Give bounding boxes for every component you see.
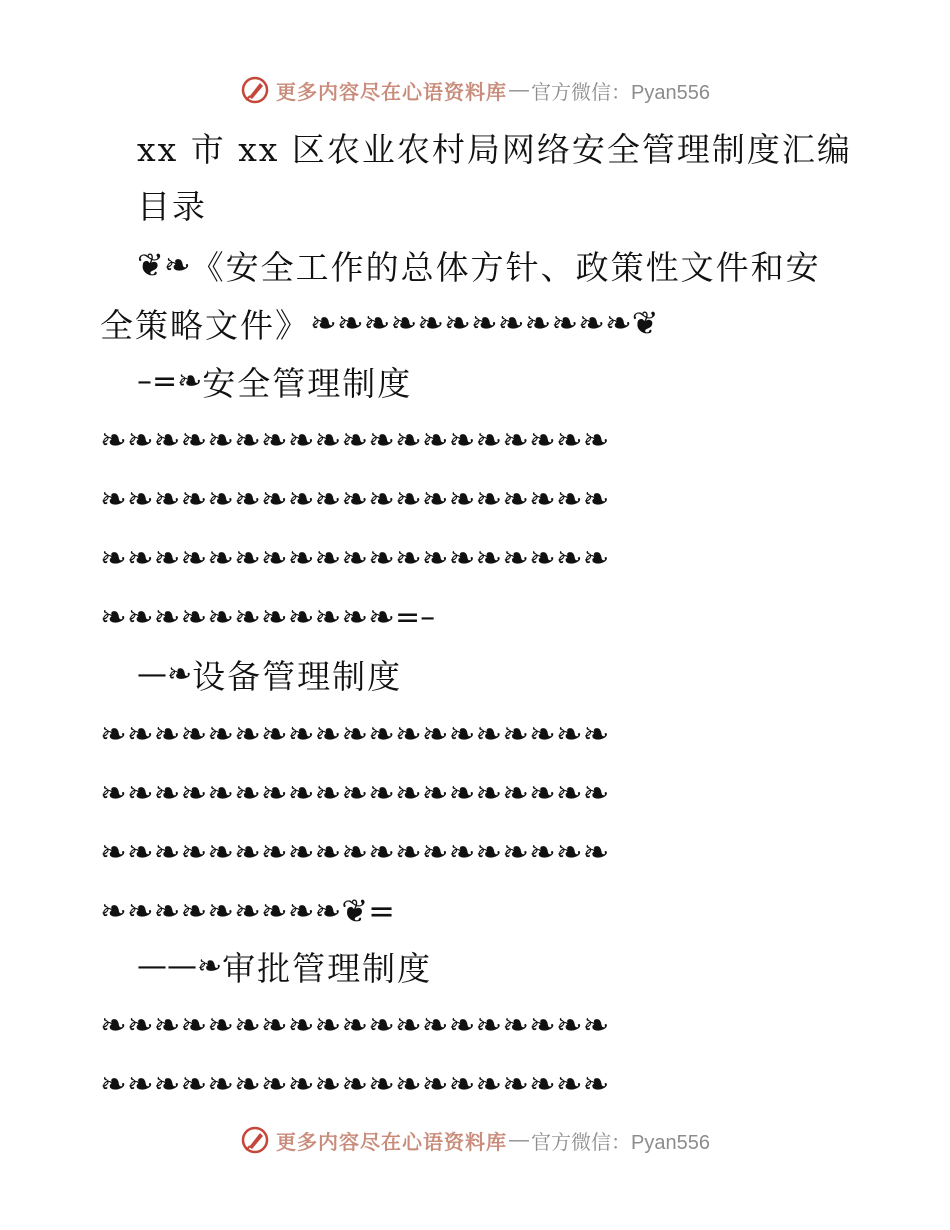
watermark-text: 更多内容尽在心语资料库 bbox=[276, 79, 508, 104]
toc-leader-end: =– bbox=[394, 599, 436, 635]
watermark-separator: — bbox=[509, 1128, 530, 1151]
toc-leader: ❧❧❧❧❧❧❧❧❧❧❧❧❧❧❧❧❧❧❧ bbox=[100, 421, 610, 459]
toc-item-1-prefix: ❦❧ bbox=[137, 246, 191, 284]
toc-item-2-leader-row-4 bbox=[0, 588, 950, 646]
toc-item-3-leader-row-2 bbox=[0, 764, 950, 822]
toc-leader: ❧❧❧❧❧❧❧❧❧❧❧❧❧❧❧❧❧❧❧ bbox=[100, 715, 610, 753]
toc-leader: ❧❧❧❧❧❧❧❧❧ bbox=[100, 892, 342, 930]
doc-title-text: xx 市 xx 区农业农村局网络安全管理制度汇编 bbox=[137, 129, 852, 169]
toc-item-2-leader-row-2 bbox=[0, 470, 950, 528]
watermark-footer bbox=[0, 1120, 950, 1160]
toc-item-1-leader: ❧❧❧❧❧❧❧❧❧❧❧❧ bbox=[310, 304, 632, 342]
toc-item-2-leader-row-3 bbox=[0, 529, 950, 587]
toc-leader: ❧❧❧❧❧❧❧❧❧❧❧❧❧❧❧❧❧❧❧ bbox=[100, 1006, 610, 1044]
watermark-wechat: 官方微信：Pyan556 bbox=[531, 81, 710, 104]
toc-item-3-prefix: —❧ bbox=[137, 656, 193, 692]
toc-heading-text: 目录 bbox=[137, 186, 207, 226]
toc-item-4[interactable] bbox=[0, 937, 950, 995]
doc-title bbox=[0, 118, 950, 176]
toc-item-2-title: 安全管理制度 bbox=[202, 363, 413, 403]
toc-item-1-title-part-2: 全策略文件》 bbox=[100, 305, 310, 345]
toc-leader-end: ❦= bbox=[341, 892, 395, 930]
toc-leader: ❧❧❧❧❧❧❧❧❧❧❧ bbox=[100, 598, 395, 636]
toc-item-4-leader-row-1 bbox=[0, 996, 950, 1054]
toc-leader: ❧❧❧❧❧❧❧❧❧❧❧❧❧❧❧❧❧❧❧ bbox=[100, 480, 610, 518]
toc-item-2-prefix: –=❧ bbox=[137, 363, 203, 399]
watermark-header bbox=[0, 70, 950, 110]
watermark-separator: — bbox=[509, 78, 530, 101]
toc-item-4-leader-row-2 bbox=[0, 1055, 950, 1113]
toc-item-1-line-1[interactable] bbox=[0, 236, 950, 294]
toc-leader: ❧❧❧❧❧❧❧❧❧❧❧❧❧❧❧❧❧❧❧ bbox=[100, 1065, 610, 1103]
toc-item-2-leader-row-1 bbox=[0, 411, 950, 469]
pen-logo-icon bbox=[240, 1125, 270, 1155]
toc-leader: ❧❧❧❧❧❧❧❧❧❧❧❧❧❧❧❧❧❧❧ bbox=[100, 539, 610, 577]
toc-item-4-title: 审批管理制度 bbox=[222, 948, 433, 988]
toc-item-3-title: 设备管理制度 bbox=[192, 656, 403, 696]
toc-item-3[interactable] bbox=[0, 645, 950, 703]
toc-heading bbox=[0, 175, 950, 233]
toc-item-1-leader-end: ❦ bbox=[631, 304, 659, 342]
toc-leader: ❧❧❧❧❧❧❧❧❧❧❧❧❧❧❧❧❧❧❧ bbox=[100, 774, 610, 812]
toc-item-3-leader-row-4 bbox=[0, 882, 950, 940]
toc-item-1-line-2[interactable] bbox=[0, 294, 950, 352]
toc-item-4-prefix: ——❧ bbox=[137, 948, 223, 984]
toc-item-3-leader-row-1 bbox=[0, 705, 950, 763]
pen-logo-icon bbox=[240, 75, 270, 105]
toc-leader: ❧❧❧❧❧❧❧❧❧❧❧❧❧❧❧❧❧❧❧ bbox=[100, 833, 610, 871]
toc-item-2[interactable] bbox=[0, 352, 950, 410]
watermark-text: 更多内容尽在心语资料库 bbox=[276, 1129, 508, 1154]
toc-item-3-leader-row-3 bbox=[0, 823, 950, 881]
toc-item-1-title-part-1: 《安全工作的总体方针、政策性文件和安 bbox=[190, 247, 821, 287]
watermark-wechat: 官方微信：Pyan556 bbox=[531, 1131, 710, 1154]
